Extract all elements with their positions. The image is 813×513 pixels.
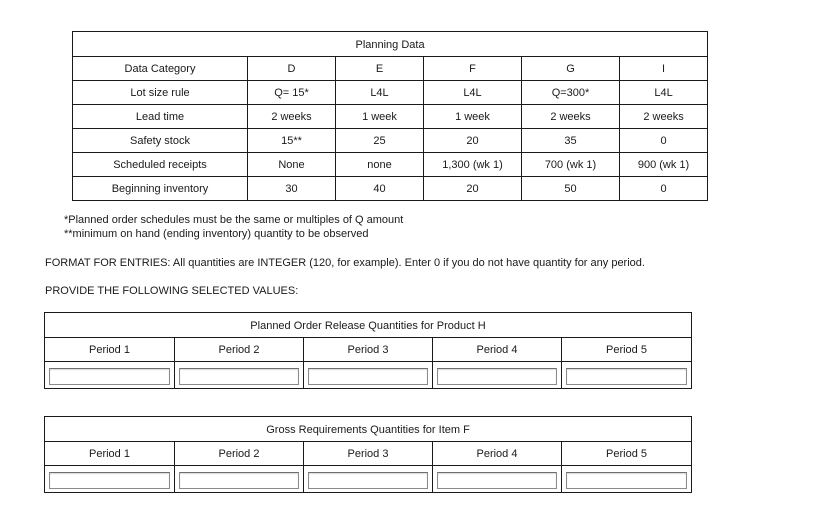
table-cell: 0: [620, 177, 708, 201]
footnote-safety-stock: **minimum on hand (ending inventory) quantity to be observed: [64, 228, 369, 240]
table-cell: Q=300*: [522, 81, 620, 105]
period-2-header: Period 2: [175, 338, 304, 362]
gross-period-5-input[interactable]: [566, 472, 687, 489]
table-cell: 25: [336, 129, 424, 153]
row-label: Beginning inventory: [73, 177, 248, 201]
gross-requirements-table: [44, 416, 692, 493]
table-cell: Q= 15*: [248, 81, 336, 105]
table-cell: 1,300 (wk 1): [424, 153, 522, 177]
release-period-4-input[interactable]: [437, 368, 557, 385]
row-label: Scheduled receipts: [73, 153, 248, 177]
table-cell: None: [248, 153, 336, 177]
table-cell: 20: [424, 177, 522, 201]
period-3-header: Period 3: [304, 338, 433, 362]
row-label: Lot size rule: [73, 81, 248, 105]
table-row: [73, 177, 708, 201]
table-cell: 15**: [248, 129, 336, 153]
gross-period-1-input[interactable]: [49, 472, 170, 489]
row-label: Lead time: [73, 105, 248, 129]
table-cell: 1 week: [424, 105, 522, 129]
period-1-header: Period 1: [45, 442, 175, 466]
table-cell: 700 (wk 1): [522, 153, 620, 177]
release-period-1-input[interactable]: [49, 368, 170, 385]
release-table-title: Planned Order Release Quantities for Product H: [45, 313, 692, 338]
table-row: [73, 129, 708, 153]
table-cell: 900 (wk 1): [620, 153, 708, 177]
header-cell: G: [522, 57, 620, 81]
table-cell: 1 week: [336, 105, 424, 129]
header-cell: D: [248, 57, 336, 81]
table-cell: 35: [522, 129, 620, 153]
table-cell: 30: [248, 177, 336, 201]
gross-period-4-input[interactable]: [437, 472, 557, 489]
period-1-header: Period 1: [45, 338, 175, 362]
gross-period-2-input[interactable]: [179, 472, 299, 489]
period-5-header: Period 5: [562, 338, 692, 362]
table-cell: 0: [620, 129, 708, 153]
header-cell: F: [424, 57, 522, 81]
header-cell: I: [620, 57, 708, 81]
planning-table-title: Planning Data: [73, 32, 708, 57]
period-3-header: Period 3: [304, 442, 433, 466]
table-cell: 2 weeks: [620, 105, 708, 129]
planning-data-table: [72, 31, 708, 201]
header-cell: E: [336, 57, 424, 81]
table-cell: 2 weeks: [248, 105, 336, 129]
table-cell: L4L: [424, 81, 522, 105]
table-cell: 2 weeks: [522, 105, 620, 129]
gross-table-title: Gross Requirements Quantities for Item F: [45, 417, 692, 442]
table-row: [73, 81, 708, 105]
table-cell: L4L: [336, 81, 424, 105]
period-4-header: Period 4: [433, 442, 562, 466]
table-cell: none: [336, 153, 424, 177]
table-cell: 20: [424, 129, 522, 153]
release-period-3-input[interactable]: [308, 368, 428, 385]
format-instructions: FORMAT FOR ENTRIES: All quantities are INTEGER (120, for example). Enter 0 if you do not have quantity for any period.: [45, 257, 645, 269]
table-cell: 50: [522, 177, 620, 201]
row-label: Safety stock: [73, 129, 248, 153]
footnote-lot-size: *Planned order schedules must be the same or multiples of Q amount: [64, 214, 404, 226]
gross-period-3-input[interactable]: [308, 472, 428, 489]
header-cell: Data Category: [73, 57, 248, 81]
period-4-header: Period 4: [433, 338, 562, 362]
table-cell: 40: [336, 177, 424, 201]
table-cell: L4L: [620, 81, 708, 105]
provide-values-heading: PROVIDE THE FOLLOWING SELECTED VALUES:: [45, 285, 299, 297]
release-period-2-input[interactable]: [179, 368, 299, 385]
table-row: [73, 105, 708, 129]
period-2-header: Period 2: [175, 442, 304, 466]
period-5-header: Period 5: [562, 442, 692, 466]
planning-header-row: [73, 57, 708, 81]
table-row: [73, 153, 708, 177]
release-period-5-input[interactable]: [566, 368, 687, 385]
planned-order-release-table: [44, 312, 692, 389]
